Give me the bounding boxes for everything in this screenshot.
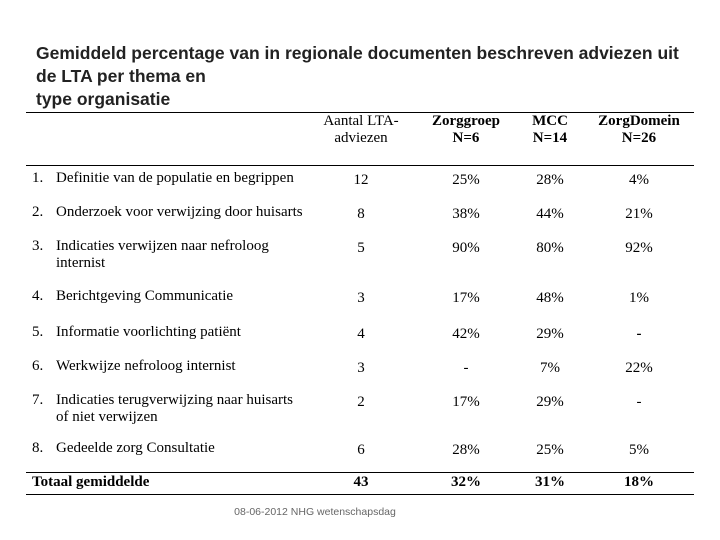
slide-title-line-1: Gemiddeld percentage van in regionale documenten beschreven adviezen uit de LTA per thema en — [36, 43, 679, 86]
cell-count: 3 — [357, 290, 365, 306]
row-label — [26, 388, 306, 436]
row-label — [26, 320, 306, 354]
cell-zorggroep: 28% — [452, 442, 480, 458]
cell-zorgdomein: - — [636, 326, 642, 342]
table-row — [26, 234, 694, 284]
row-label — [26, 166, 306, 201]
row-label — [26, 354, 306, 388]
slide-title-line-2: type organisatie — [36, 89, 171, 109]
row-label-text: Onderzoek voor verwijzing door huisarts — [56, 204, 303, 220]
total-count: 43 — [353, 474, 369, 490]
row-label-text: Definitie van de populatie en begrippen — [56, 170, 294, 186]
row-label-text: Berichtgeving Communicatie — [56, 288, 234, 304]
slide-title — [36, 42, 696, 111]
cell-count: 6 — [357, 442, 365, 458]
row-label — [26, 234, 306, 284]
cell-mcc: 28% — [536, 172, 564, 188]
table-row — [26, 354, 694, 388]
cell-zorggroep: 17% — [452, 394, 480, 410]
cell-mcc: 29% — [536, 326, 564, 342]
cell-zorgdomein: 4% — [629, 172, 649, 188]
cell-count: 12 — [353, 172, 369, 188]
cell-zorgdomein: - — [636, 394, 642, 410]
cell-zorgdomein: 92% — [625, 240, 653, 256]
total-zorgdomein: 18% — [624, 474, 654, 490]
header-zorggroep-n: N=6 — [452, 130, 480, 146]
header-mcc — [516, 113, 584, 166]
cell-zorgdomein: 21% — [625, 206, 653, 222]
cell-zorggroep: 38% — [452, 206, 480, 222]
cell-zorgdomein: 1% — [629, 290, 649, 306]
lta-advice-table — [26, 112, 694, 495]
cell-count: 2 — [357, 394, 365, 410]
header-count-line-1: Aantal LTA- — [323, 113, 399, 129]
row-number: 5. — [32, 324, 44, 340]
header-mcc-n: N=14 — [532, 130, 568, 146]
row-number: 6. — [32, 358, 44, 374]
cell-mcc: 7% — [540, 360, 560, 376]
row-label — [26, 200, 306, 234]
cell-zorgdomein: 5% — [629, 442, 649, 458]
cell-count: 4 — [357, 326, 365, 342]
row-number: 3. — [32, 238, 44, 254]
row-label-text-continued: internist — [56, 255, 106, 271]
cell-count: 8 — [357, 206, 365, 222]
cell-count: 3 — [357, 360, 365, 376]
row-number: 8. — [32, 440, 44, 456]
row-label-text: Indicaties terugverwijzing naar huisarts — [56, 392, 293, 408]
row-label-text-continued: of niet verwijzen — [56, 409, 158, 425]
total-row — [26, 473, 694, 495]
table-row — [26, 436, 694, 473]
row-label-text: Informatie voorlichting patiënt — [56, 324, 241, 340]
total-mcc: 31% — [535, 474, 565, 490]
header-count-line-2: adviezen — [334, 130, 388, 146]
header-label — [26, 113, 306, 166]
table-row — [26, 200, 694, 234]
table-row — [26, 388, 694, 436]
table-row — [26, 284, 694, 320]
slide-footer — [0, 506, 720, 518]
header-zorggroep-name: Zorggroep — [431, 113, 501, 129]
header-zorggroep — [416, 113, 516, 166]
cell-zorggroep: 42% — [452, 326, 480, 342]
header-zorgdomein-n: N=26 — [621, 130, 657, 146]
cell-mcc: 29% — [536, 394, 564, 410]
row-number: 7. — [32, 392, 44, 408]
header-zorgdomein-name: ZorgDomein — [598, 113, 680, 129]
cell-mcc: 48% — [536, 290, 564, 306]
cell-zorgdomein: 22% — [625, 360, 653, 376]
row-number: 4. — [32, 288, 44, 304]
total-label: Totaal gemiddelde — [32, 474, 150, 490]
row-label-text: Werkwijze nefroloog internist — [56, 358, 236, 374]
header-mcc-name: MCC — [532, 113, 568, 129]
cell-mcc: 25% — [536, 442, 564, 458]
cell-zorggroep: 90% — [452, 240, 480, 256]
cell-count: 5 — [357, 240, 365, 256]
header-zorgdomein — [584, 113, 694, 166]
table-row — [26, 320, 694, 354]
row-number: 2. — [32, 204, 44, 220]
table-row — [26, 166, 694, 201]
cell-mcc: 44% — [536, 206, 564, 222]
cell-mcc: 80% — [536, 240, 564, 256]
cell-zorggroep: 17% — [452, 290, 480, 306]
cell-zorggroep: 25% — [452, 172, 480, 188]
row-label — [26, 284, 306, 320]
row-label-text: Gedeelde zorg Consultatie — [56, 440, 215, 456]
row-number: 1. — [32, 170, 44, 186]
header-count — [306, 113, 416, 166]
table-header-row — [26, 113, 694, 166]
total-zorggroep: 32% — [451, 474, 481, 490]
footer-text: 08-06-2012 NHG wetenschapsdag — [234, 506, 396, 518]
row-label-text: Indicaties verwijzen naar nefroloog — [56, 238, 269, 254]
row-label — [26, 436, 306, 473]
cell-zorggroep: - — [463, 360, 469, 376]
